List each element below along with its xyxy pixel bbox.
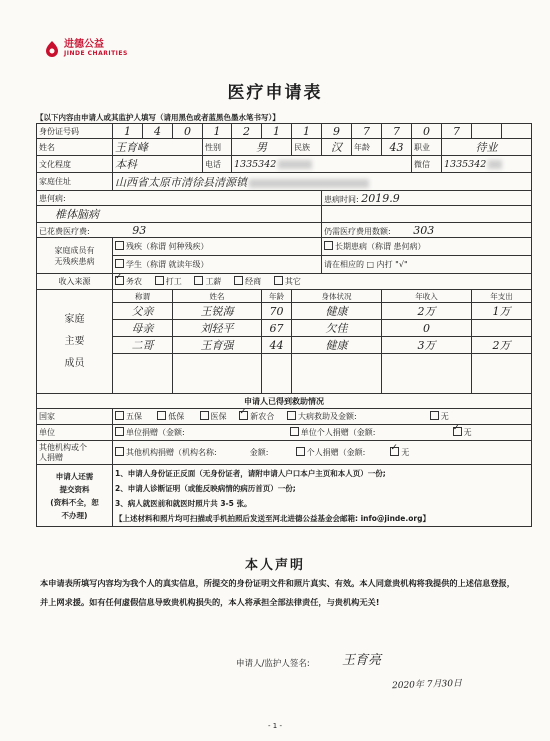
name-label: 姓名 bbox=[37, 139, 113, 156]
option-student[interactable]: 学生（称谓 就读年级） bbox=[113, 256, 322, 274]
checkbox-icon[interactable] bbox=[115, 259, 124, 268]
id-digit-blank[interactable] bbox=[502, 124, 532, 139]
income-option-farming[interactable]: 务农 bbox=[126, 277, 142, 286]
cost-label: 已花费医疗费: bbox=[39, 226, 90, 236]
other-option-none[interactable]: 无 bbox=[401, 448, 410, 457]
family-health[interactable]: 健康 bbox=[292, 303, 382, 320]
phone-label: 电话 bbox=[203, 156, 232, 173]
id-digit[interactable]: 1 bbox=[262, 124, 292, 139]
education-value[interactable]: 本科 bbox=[113, 156, 203, 173]
country-relief-row bbox=[37, 409, 532, 425]
checkbox-checked-icon[interactable] bbox=[239, 411, 248, 420]
checkbox-icon[interactable] bbox=[115, 411, 124, 420]
country-option-major-illness[interactable]: 大病救助及金额: bbox=[297, 412, 357, 421]
checkbox-icon[interactable] bbox=[200, 411, 209, 420]
income-option-labor[interactable]: 打工 bbox=[165, 277, 182, 286]
documents-list bbox=[113, 465, 532, 527]
id-digit[interactable]: 1 bbox=[203, 124, 232, 139]
income-options bbox=[113, 274, 532, 290]
family-expense[interactable]: 1万 bbox=[472, 303, 532, 320]
redaction-blur bbox=[488, 160, 502, 169]
id-digit-blank[interactable] bbox=[472, 124, 502, 139]
checkbox-icon[interactable] bbox=[274, 276, 283, 285]
page-title: 医疗申请表 bbox=[227, 83, 323, 103]
id-label: 身份证号码 bbox=[37, 124, 113, 139]
other-option-personal[interactable]: 个人捐赠（金额: bbox=[306, 448, 366, 457]
page-number: - 1 - bbox=[268, 722, 282, 730]
checkbox-icon[interactable] bbox=[157, 411, 166, 420]
family-income[interactable]: 2万 bbox=[382, 303, 472, 320]
unit-options bbox=[113, 425, 532, 441]
unit-option-none[interactable]: 无 bbox=[463, 428, 472, 437]
family-col-age: 年龄 bbox=[262, 290, 292, 303]
checkbox-icon[interactable] bbox=[234, 276, 243, 285]
family-age[interactable]: 70 bbox=[262, 303, 292, 320]
family-relation[interactable]: 父亲 bbox=[113, 303, 173, 320]
checkbox-icon[interactable] bbox=[290, 427, 299, 436]
ethnic-label: 民族 bbox=[292, 139, 322, 156]
id-digit[interactable]: 0 bbox=[173, 124, 203, 139]
onset-value: 2019.9 bbox=[361, 191, 400, 205]
other-relief-row bbox=[37, 441, 532, 465]
signature-label: 申请人/监护人签名: bbox=[236, 659, 310, 669]
income-label: 收入来源 bbox=[37, 274, 113, 290]
checkbox-checked-icon[interactable] bbox=[453, 427, 462, 436]
redaction-blur bbox=[278, 160, 312, 169]
checkbox-icon[interactable] bbox=[287, 411, 296, 420]
family-age[interactable]: 67 bbox=[262, 320, 292, 337]
checkbox-icon[interactable] bbox=[115, 447, 124, 456]
needed-field[interactable] bbox=[322, 223, 532, 238]
other-option-amount[interactable]: 金额: bbox=[249, 448, 269, 457]
documents-label: 申请人还需 提交资料 (资料不全，恕 不办理) bbox=[37, 465, 113, 527]
name-value[interactable]: 王育峰 bbox=[113, 139, 203, 156]
family-health[interactable]: 健康 bbox=[292, 337, 382, 354]
country-option-xinnonghe[interactable]: 新农合 bbox=[250, 412, 275, 421]
income-row bbox=[37, 274, 532, 290]
member-illness-label: 家庭成员有 无残疾患病 bbox=[37, 238, 113, 274]
option-chronic[interactable]: 长期患病（称谓 患何病） bbox=[322, 238, 532, 256]
family-expense[interactable]: 2万 bbox=[472, 337, 532, 354]
cost-value: 93 bbox=[132, 223, 147, 237]
checkbox-icon[interactable] bbox=[115, 427, 124, 436]
statement-title: 本人声明 bbox=[244, 558, 305, 573]
family-name[interactable]: 王育强 bbox=[173, 337, 262, 354]
country-label: 国家 bbox=[37, 409, 113, 425]
address-value: 山西省太原市清徐县清源镇 bbox=[115, 175, 247, 189]
family-col-expense: 年支出 bbox=[472, 290, 532, 303]
document-item: 3、病人就医前和就医时照片共 3-5 张。 bbox=[115, 498, 252, 508]
needed-value: 303 bbox=[413, 223, 435, 237]
option-disabled[interactable]: 残疾（称谓 何种残疾） bbox=[113, 238, 322, 256]
illness-value: 椎体脑病 bbox=[55, 208, 99, 221]
family-name[interactable]: 王锐海 bbox=[173, 303, 262, 320]
id-digit[interactable]: 7 bbox=[382, 124, 412, 139]
country-option-wubao[interactable]: 五保 bbox=[126, 412, 142, 421]
income-option-business[interactable]: 经商 bbox=[245, 277, 262, 286]
unit-option-personal[interactable]: 单位个人捐赠（金额: bbox=[300, 428, 376, 437]
family-name[interactable]: 刘轻平 bbox=[173, 320, 262, 337]
other-label: 其他机构或个 人捐赠 bbox=[37, 441, 113, 465]
family-col-relation: 称谓 bbox=[113, 290, 173, 303]
document-item: 2、申请人诊断证明（或能反映病情的病历首页）一份; bbox=[115, 483, 296, 493]
relief-title: 申请人已得到救助情况 bbox=[37, 394, 532, 409]
cost-field[interactable] bbox=[37, 223, 322, 238]
family-header-row bbox=[37, 290, 532, 303]
id-digit[interactable]: 1 bbox=[292, 124, 322, 139]
country-option-none[interactable]: 无 bbox=[440, 412, 449, 421]
statement-body: 本申请表所填写内容均为我个人的真实信息，所提交的身份证明文件和照片真实、有效。本人同意贵机构将我提供的上述信息登报，并上网求援。如有任何虚假信息导致贵机构损失的，本人将承担全部法律责任，与贵机构无关! bbox=[40, 578, 515, 607]
other-options bbox=[113, 441, 532, 465]
unit-relief-row bbox=[37, 425, 532, 441]
illness-field[interactable] bbox=[37, 191, 322, 206]
unit-label: 单位 bbox=[37, 425, 113, 441]
name-row bbox=[37, 139, 532, 156]
id-digit[interactable]: 1 bbox=[113, 124, 143, 139]
logo-chinese: 进德公益 bbox=[64, 39, 104, 50]
wechat-value: 1335342 bbox=[444, 158, 487, 170]
checkbox-checked-icon[interactable] bbox=[115, 276, 124, 285]
illness-row bbox=[37, 191, 532, 206]
family-income[interactable]: 3万 bbox=[382, 337, 472, 354]
family-col-health: 身体状况 bbox=[292, 290, 382, 303]
checkbox-icon[interactable] bbox=[324, 241, 333, 250]
document-item: 1、申请人身份证正反面（无身份证者，请附申请人户口本户主页和本人页）一份; bbox=[115, 468, 386, 478]
checkbox-checked-icon[interactable] bbox=[390, 447, 399, 456]
family-expense[interactable] bbox=[472, 320, 532, 337]
family-col-name: 姓名 bbox=[173, 290, 262, 303]
illness-value-field[interactable] bbox=[37, 206, 322, 223]
illness-value-row bbox=[37, 206, 532, 223]
gender-value[interactable]: 男 bbox=[232, 139, 292, 156]
id-row bbox=[37, 124, 532, 139]
income-option-other[interactable]: 其它 bbox=[284, 277, 301, 286]
id-digit[interactable]: 7 bbox=[442, 124, 472, 139]
unit-option-donation[interactable]: 单位捐赠（金额: bbox=[126, 428, 185, 437]
jinde-logo-icon bbox=[44, 40, 60, 58]
address-field[interactable] bbox=[113, 173, 532, 191]
address-row bbox=[37, 173, 532, 191]
wechat-label: 微信 bbox=[412, 156, 442, 173]
onset-label: 患病时间: bbox=[324, 194, 359, 204]
wechat-field[interactable] bbox=[442, 156, 532, 173]
ethnic-value[interactable]: 汉 bbox=[322, 139, 352, 156]
other-option-institution[interactable]: 其他机构捐赠（机构名称: bbox=[126, 448, 217, 457]
education-label: 文化程度 bbox=[37, 156, 113, 173]
job-label: 职业 bbox=[412, 139, 442, 156]
family-relation[interactable]: 二哥 bbox=[113, 337, 173, 354]
job-value[interactable]: 待业 bbox=[442, 139, 532, 156]
checkbox-icon[interactable] bbox=[155, 276, 164, 285]
signature-date[interactable]: 2020年 7月30日 bbox=[391, 678, 463, 692]
signature-name[interactable]: 王育亮 bbox=[342, 653, 382, 668]
address-label: 家庭住址 bbox=[37, 173, 113, 191]
phone-value: 1335342 bbox=[234, 158, 277, 170]
document-email-note: 【上述材料和照片均可扫描或手机拍照后发送至河北进德公益基金会邮箱: info@jinde.org】 bbox=[115, 513, 430, 523]
checkbox-icon[interactable] bbox=[115, 241, 124, 250]
redaction-blur bbox=[249, 179, 369, 188]
country-options bbox=[113, 409, 532, 425]
family-label: 家庭 主要 成员 bbox=[37, 290, 113, 394]
needed-label: 仍需医疗费用数额: bbox=[324, 226, 391, 236]
documents-row bbox=[37, 465, 532, 527]
checkbox-hint: 请在相应的 □ 内打 "√" bbox=[322, 256, 532, 274]
family-col-income: 年收入 bbox=[382, 290, 472, 303]
illness-label: 患何病: bbox=[39, 193, 66, 203]
member-illness-row bbox=[37, 238, 532, 256]
checkbox-icon[interactable] bbox=[296, 447, 305, 456]
checkbox-icon[interactable] bbox=[194, 276, 203, 285]
logo-english: JINDE CHARITIES bbox=[64, 50, 128, 57]
age-value[interactable]: 43 bbox=[382, 139, 412, 156]
income-option-salary[interactable]: 工薪 bbox=[205, 277, 222, 286]
onset-field[interactable] bbox=[322, 191, 532, 206]
jinde-logo bbox=[44, 40, 128, 58]
family-relation[interactable]: 母亲 bbox=[113, 320, 173, 337]
family-income[interactable]: 0 bbox=[382, 320, 472, 337]
checkbox-icon[interactable] bbox=[430, 411, 439, 420]
id-digit[interactable]: 7 bbox=[352, 124, 382, 139]
application-form bbox=[36, 123, 532, 527]
cost-row bbox=[37, 223, 532, 238]
gender-label: 性别 bbox=[203, 139, 232, 156]
family-health[interactable]: 欠佳 bbox=[292, 320, 382, 337]
family-age[interactable]: 44 bbox=[262, 337, 292, 354]
relief-title-row bbox=[37, 394, 532, 409]
age-label: 年龄 bbox=[352, 139, 382, 156]
id-digit[interactable]: 2 bbox=[232, 124, 262, 139]
id-digit[interactable]: 0 bbox=[412, 124, 442, 139]
id-digit[interactable]: 9 bbox=[322, 124, 352, 139]
education-row bbox=[37, 156, 532, 173]
form-instruction: 【以下内容由申请人或其监护人填写（请用黑色或者蓝黑色墨水笔书写）】 bbox=[36, 113, 280, 122]
country-option-yibao[interactable]: 医保 bbox=[210, 412, 227, 421]
id-digit[interactable]: 4 bbox=[143, 124, 173, 139]
country-option-dibao[interactable]: 低保 bbox=[168, 412, 185, 421]
phone-field[interactable] bbox=[232, 156, 412, 173]
